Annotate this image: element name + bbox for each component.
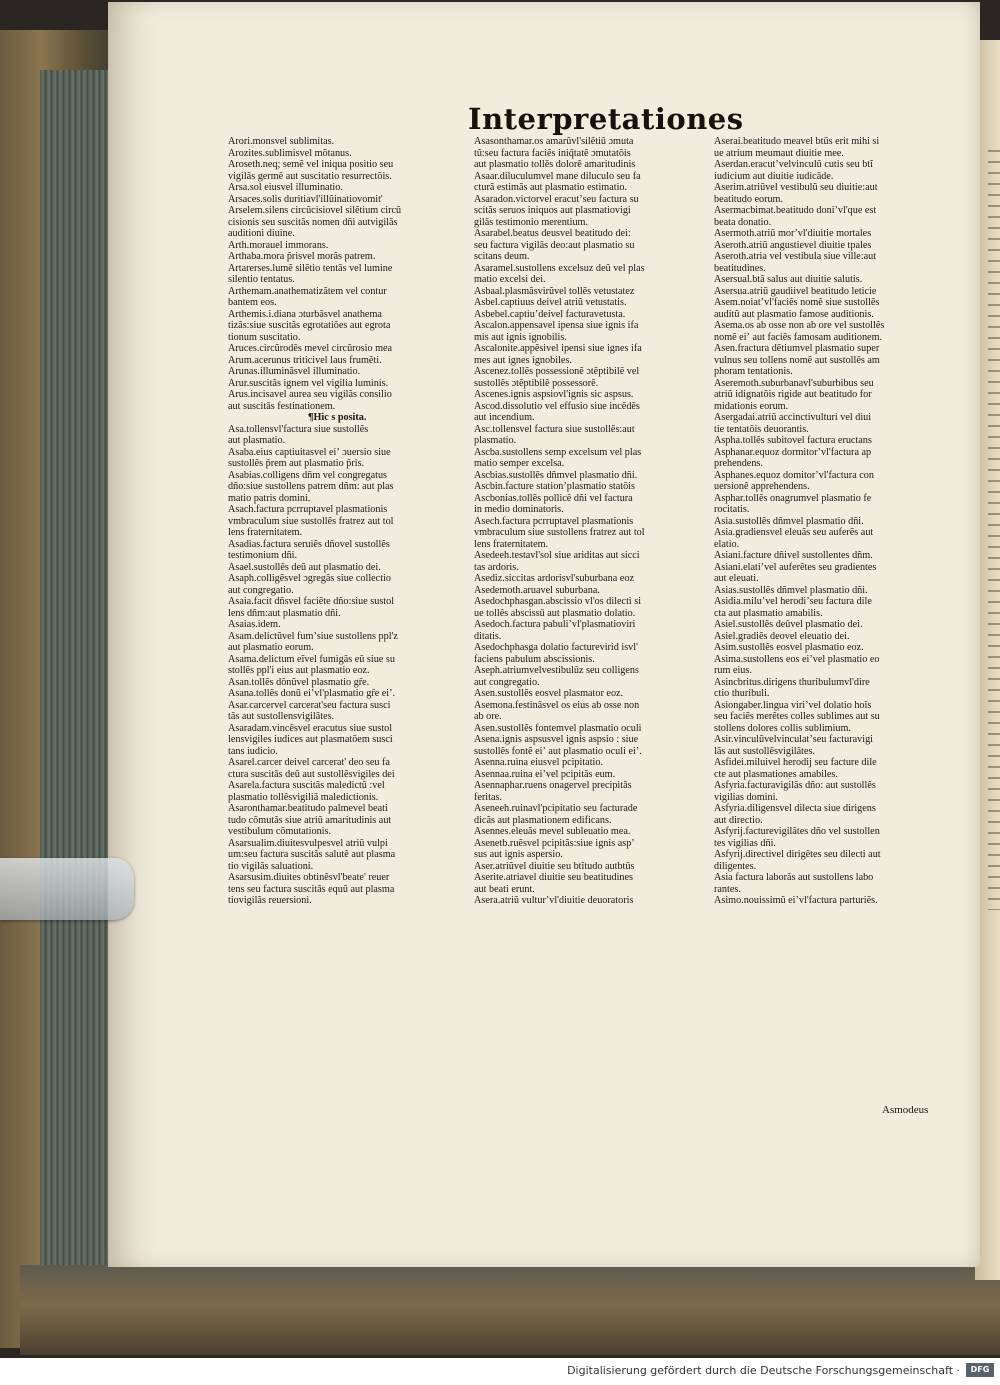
text-line: vestibulum cõmutationis.: [228, 826, 331, 837]
text-line: Asem.noiatʼvl'faciẽs nomẽ siue sustollẽs: [714, 297, 880, 308]
text-line: Ascba.sustollens semp excelsum vel plas: [474, 446, 642, 458]
text-line: Asaronthamar.beatitudo palmevel beati: [228, 803, 388, 814]
text-line: auditũ aut plasmatio famose auditionis.: [714, 308, 874, 320]
text-line: aut plasmatio.: [228, 435, 286, 446]
text-line: Asias.sustollẽs dñmvel plasmatio dñi.: [714, 584, 868, 596]
text-line: Asar.carcervel carcerat'seu factura susci: [228, 699, 391, 711]
text-line: Ascenez.tollẽs possessionẽ ɔtẽptibilẽ vel: [474, 366, 640, 377]
text-line: Asaias.idem.: [228, 619, 281, 630]
text-line: Asen.sustollẽs eosvel plasmator eoz.: [474, 688, 624, 699]
text-line: tes vigilias dñi.: [714, 837, 776, 849]
text-line: Asedochphasgan.abscissio vl'os dilecti si: [474, 596, 642, 607]
text-line: Asbebel.captiuʼdeivel facturavetusta.: [474, 308, 626, 320]
text-line: Aruces.circũrodẽs mevel circũrosio mea: [228, 343, 393, 354]
text-line: tionum suscitatio.: [228, 331, 301, 343]
text-line: nomẽ eiʼ aut faciẽs famosam auditionem.: [714, 331, 883, 343]
text-line: Artarerses.lumẽ silẽtio tentãs vel lumine: [228, 262, 393, 274]
text-line: Asam.delictũvel fumʼsiue sustollens ppl'z: [228, 630, 398, 642]
text-line: Ascalon.appensavel ipensa siue ignis ifa: [474, 320, 639, 331]
text-line: ctura suscitãs deũ aut sustollẽsvigiles dei: [228, 768, 395, 780]
footer: [0, 1358, 1000, 1385]
text-line: tas ardoris.: [474, 561, 519, 573]
text-line: Asaba.eius captiuitasvel eiʼ ɔuersio siue: [228, 446, 391, 458]
text-line: tudo cõmutãs siue atriũ amaritudinis aut: [228, 814, 392, 826]
text-line: Asbel.captiuus deivel atriũ vetustatis.: [474, 297, 627, 308]
text-line: Arsaces.solis duritiavl'illũinatiovomit': [228, 193, 383, 205]
text-line: lens fraternitatem.: [228, 527, 303, 538]
text-line: Asama.delictum eĩvel fumigãs eũ siue su: [228, 653, 395, 665]
text-line: Arthemis.i.diana ɔturbãsvel anathema: [228, 308, 382, 320]
text-line: Ascalonite.appẽsivel ipensi siue ignes ifa: [474, 343, 642, 354]
text-line: mes aut ignes ignobiles.: [474, 354, 572, 366]
text-line: prehendens.: [714, 458, 763, 469]
text-line: Asfyrij.facturevigilãtes dño vel sustollen: [714, 826, 880, 837]
text-line: Asaradon.victorvel eracutʼseu factura su: [474, 193, 639, 205]
text-line: Aser.atriũvel diuitie seu btĩtudo autbtũs: [474, 860, 635, 872]
text-line: Asadias.factura seruiẽs dñovel sustollẽs: [228, 538, 390, 550]
text-line: feritas.: [474, 791, 503, 803]
text-line: Asidia.miluʼvel herodiʼseu factura dile: [714, 596, 872, 607]
text-line: Aspha.tollẽs subitovel factura eructans: [714, 435, 872, 446]
text-line: tie tentatõis deuorantis.: [714, 423, 809, 435]
text-line: Arth.morauel immorans.: [228, 239, 329, 251]
text-line: phoram tentationis.: [714, 366, 793, 377]
text-line: Asersua.atriũ gaudiivel beatitudo leticie: [714, 285, 877, 297]
text-line: beatitudines.: [714, 262, 766, 274]
catchword: Asmodeus: [882, 1104, 929, 1116]
text-line: Asech.factura pcrruptavel plasmationis: [474, 515, 634, 527]
text-line: aut congregatio.: [474, 676, 540, 688]
text-line: rum eius.: [714, 665, 752, 676]
text-line: tũ:seu factura faciẽs iniq̃tatẽ ɔmutatõis: [474, 147, 631, 159]
text-line: Asarela.factura suscitãs maledictũ :vel: [228, 780, 385, 791]
text-line: Asasonthamar.os amarũvl'silẽtiũ ɔmuta: [474, 136, 634, 147]
text-line: Asach.factura pcrruptavel plasmationis: [228, 504, 388, 515]
text-line: Asermoth.atriũ morʼvl'diuitie mortales: [714, 228, 872, 239]
text-line: Asincbritus.dirigens thuribulumvl'dire: [714, 676, 870, 688]
text-line: Asiani.facture dñivel sustollentes dñm.: [714, 550, 873, 561]
text-line: diligentes.: [714, 860, 757, 872]
text-line: silentio tentatus.: [228, 274, 295, 285]
text-line: ¶Hic s posita.: [308, 412, 367, 423]
text-line: mis aut ignis ignobilis.: [474, 331, 567, 343]
text-line: Asema.os ab osse non ab ore vel sustollẽs: [714, 320, 885, 331]
text-line: scitãs seruos iniquos aut plasmatiovigi: [474, 205, 631, 216]
text-line: tans iudicio.: [228, 745, 278, 757]
text-line: Asermacbimat.beatitudo doniʼvl'que est: [714, 205, 877, 216]
text-line: tizãs:siue suscitãs egrotatiões aut egrota: [228, 320, 391, 331]
text-line: Asc.tollensvel factura siue sustollẽs:aut: [474, 423, 635, 435]
text-line: Asergadai.atriũ accinctivulturi vel diui: [714, 412, 872, 423]
text-line: Aserai.beatitudo meavel btũs erit mihi si: [714, 136, 880, 147]
text-line: Asen.fractura dẽtiumvel plasmatio super: [714, 343, 880, 354]
text-line: in medio dominatoris.: [474, 504, 564, 515]
text-line: sustollẽs ɔtẽptibilẽ possessorẽ.: [474, 377, 599, 389]
text-line: Asenna.ruina eiusvel pcipitatio.: [474, 757, 604, 768]
text-line: Asaramel.sustollens excelsuz deũ vel plas: [474, 262, 645, 274]
text-line: Asen.sustollẽs fontemvel plasmatio oculi: [474, 722, 642, 734]
text-line: stollẽs ppl'i eius aut plasmatio eoz.: [228, 665, 370, 676]
text-line: Asphanes.equoz domitorʼvl'factura con: [714, 469, 874, 481]
text-line: Asaph.colligẽsvel ɔgregãs siue collectio: [228, 573, 391, 584]
text-line: bantem eos.: [228, 297, 277, 308]
text-line: Asiel.gradiẽs deovel eleuatio dei.: [714, 630, 850, 642]
book-cover-bottom: [20, 1265, 1000, 1355]
text-line: Arus.incisavel aurea seu vigilãs consilio: [228, 389, 392, 400]
text-line: lãs aut sustollẽsvigilãtes.: [714, 745, 816, 757]
text-line: tãs aut sustollensvigilãtes.: [228, 711, 335, 722]
text-column-1: [228, 136, 468, 907]
text-line: Asphar.tollẽs onagrumvel plasmatio fe: [714, 492, 872, 504]
text-line: dicãs aut plasmationem edificans.: [474, 814, 612, 826]
text-line: Arsa.sol eiusvel illuminatio.: [228, 182, 343, 193]
text-line: ue tollẽs abscissũ aut plasmatio dolatio.: [474, 607, 636, 619]
text-line: Arthemam.anathematizãtem vel contur: [228, 285, 387, 297]
footer-credit: Digitalisierung gefördert durch die Deutsche Forschungsgemeinschaft ·: [567, 1364, 960, 1377]
text-line: Asabias.colligens dñm vel congregatus: [228, 469, 388, 481]
text-line: gilãs testimonio merentium.: [474, 216, 589, 228]
text-line: sustollẽs fontẽ eiʼ aut plasmatio oculi eiʼ.: [474, 745, 642, 757]
text-line: Aroseth.neq; semẽ vel iniqua positio seu: [228, 159, 394, 170]
text-line: cte aut plasmationes amabiles.: [714, 768, 838, 780]
text-line: Asfidei.miluivel herodij seu facture dile: [714, 757, 877, 768]
text-line: Asiani.elatiʼvel auferẽtes seu gradientes: [714, 561, 877, 573]
text-line: seu faciẽs merẽtes colles sublimes aut su: [714, 711, 880, 722]
text-line: lens fraternitatem.: [474, 538, 549, 550]
text-line: Arori.monsvel sublimitas.: [228, 136, 335, 147]
text-line: faciens pabulum abscissionis.: [474, 653, 595, 665]
text-line: lensvigiles iudices aut plasmatõem susci: [228, 734, 393, 745]
text-line: vigilãs germẽ aut suscitatio resurrectõis.: [228, 170, 392, 182]
text-line: Asedochphasga dolatio facturevirid isvl': [474, 642, 638, 653]
text-line: cisionis seu suscitãs nomen dñi autvigilãs: [228, 216, 398, 228]
text-line: Ascod.dissolutio vel effusio siue incẽdẽs: [474, 400, 640, 412]
text-line: Asia.gradiensvel eleuãs seu auferẽs aut: [714, 527, 874, 538]
text-line: aut directio.: [714, 814, 763, 826]
text-line: uersionẽ apprehendens.: [714, 481, 810, 492]
text-line: Asenetb.ruẽsvel pcipitãs:siue ignis aspʼ: [474, 837, 635, 849]
text-line: ue atrium meumaut diuitie mee.: [714, 147, 844, 159]
text-line: Asia factura laborãs aut sustollens labo: [714, 872, 874, 883]
text-line: seu factura vigilãs deo:aut plasmatio su: [474, 239, 635, 251]
text-line: scitans deum.: [474, 251, 530, 262]
text-line: Asaradam.vincẽsvel eracutus siue sustol: [228, 722, 393, 734]
text-line: aut plasmatio eorum.: [228, 642, 314, 653]
text-line: Aseroth.atria vel vestibula siue ville:aut: [714, 251, 877, 262]
bookmark-strip: [0, 858, 134, 920]
text-line: stollens dolores collis sublimium.: [714, 722, 851, 734]
text-line: Aseremoth.suburbanavl'suburbibus seu: [714, 377, 874, 389]
text-line: Asedemoth.aruavel suburbana.: [474, 584, 600, 596]
text-line: Asfyria.facturavigilãs dño: aut sustollẽs: [714, 780, 876, 791]
text-line: Asimo.nouissimũ eiʼvl'factura parturiẽs.: [714, 895, 878, 906]
text-line: aut plasmatio tollẽs dolorẽ amaritudinis: [474, 159, 636, 170]
text-line: Asemona.festinãsvel os eius ab osse non: [474, 699, 640, 711]
text-line: Asarsusim.diuites obtinẽsvl'beate' reuer: [228, 872, 390, 883]
text-line: tiovigilãs reuersioni.: [228, 895, 312, 906]
text-line: Asarsualim.diuitesvulpesvel atriũ vulpi: [228, 837, 388, 849]
text-line: sustollẽs p̃rem aut plasmatio p̃ris.: [228, 458, 365, 469]
text-line: Asia.sustollẽs dñmvel plasmatio dñi.: [714, 515, 864, 527]
text-line: Asedoch.factura pabuliʼvl'plasmatioviri: [474, 619, 636, 630]
text-line: Ascbias.sustollẽs dñmvel plasmatio dñi.: [474, 469, 638, 481]
text-line: tio vigilãs saluationi.: [228, 860, 314, 872]
text-line: aut congregatio.: [228, 584, 294, 596]
text-line: Arum.acerunus triticivel laus frumẽti.: [228, 354, 382, 366]
text-line: Asir.vinculũvelvinculatʼseu facturavigi: [714, 734, 873, 745]
text-line: Aseph.atriumvelvestibulũz seu colligens: [474, 665, 639, 676]
text-line: Ascbonias.tollẽs pollicẽ dñi vel factura: [474, 492, 633, 504]
text-line: sus aut ignis aspersio.: [474, 849, 563, 860]
text-line: tens seu factura suscitãs equũ aut plasma: [228, 883, 395, 895]
text-line: atriũ idignatõis rigide aut beatitudo for: [714, 389, 872, 400]
dfg-logo: DFG: [966, 1363, 994, 1377]
text-line: Ascbin.facture stationʼplasmatio statõis: [474, 481, 635, 492]
text-line: Asennes.eleuãs mevel subleuatio mea.: [474, 826, 631, 837]
text-line: testimonium dñi.: [228, 550, 298, 561]
text-line: aut incendium.: [474, 412, 535, 423]
text-line: Asera.atriũ vulturʼvl'diuitie deuoratoris: [474, 895, 634, 906]
text-line: Asennaa.ruina eiʼvel pcipitãs eum.: [474, 768, 616, 780]
text-line: Arozites.sublimisvel mõtanus.: [228, 147, 352, 159]
text-line: Asersual.btã salus aut diuitie salutis.: [714, 274, 863, 285]
text-line: Asbaal.plasmãsvirũvel tollẽs vetustatez: [474, 285, 635, 297]
text-line: rocitatis.: [714, 504, 750, 515]
text-line: dño:siue sustollens patrem dñm: aut plas: [228, 481, 394, 492]
facing-page-text: [988, 150, 1000, 910]
text-line: ab ore.: [474, 711, 502, 722]
text-line: vulnus seu tollens nomẽ aut sustollẽs am: [714, 354, 880, 366]
text-line: Asima.sustollens eos eiʼvel plasmatio eo: [714, 653, 880, 665]
text-line: plasmatio tollẽsvigiliã maledictionis.: [228, 791, 379, 803]
text-line: Aserite.atriavel diuitie seu beatitudines: [474, 872, 633, 883]
text-line: ditatis.: [474, 630, 502, 642]
text-line: Asana.tollẽs donũ eiʼvl'plasmatio gr̃e eiʼ.: [228, 688, 396, 699]
text-line: Aserim.atriũvel vestibulũ seu diuitie:aut: [714, 182, 878, 193]
text-line: auditioni diuine.: [228, 228, 295, 239]
text-line: Asedeeh.testavl'sol siue ariditas aut sicci: [474, 550, 640, 561]
text-line: Asfyria.diligensvel dilecta siue dirigens: [714, 803, 876, 814]
text-line: aut suscitãs festinationem.: [228, 400, 336, 412]
text-line: Asarel.carcer deivel carcerat' deo seu fa: [228, 757, 390, 768]
text-line: aut eleuati.: [714, 573, 759, 584]
text-line: midationis eorum.: [714, 400, 789, 412]
text-line: cturã estimãs aut plasmatio estimatio.: [474, 182, 628, 193]
text-line: Asiel.sustollẽs deũvel plasmatio dei.: [714, 619, 863, 630]
text-line: Asfyrij.directivel dirigẽtes seu dilecti aut: [714, 849, 881, 860]
text-line: Ascenes.ignis aspsiovl'ignis sic aspsus.: [474, 389, 634, 400]
text-line: Asarabel.beatus deusvel beatitudo dei:: [474, 228, 631, 239]
text-line: Asennaphar.ruens onagervel precipitãs: [474, 780, 632, 791]
text-line: beatitudo eorum.: [714, 193, 784, 205]
text-column-3: [714, 136, 954, 907]
text-line: matio excelsi dei.: [474, 274, 546, 285]
text-line: Asiongaber.lingua viriʼvel dolatio hoĩs: [714, 699, 872, 711]
text-line: vmbraculum siue sustollens fratrez aut tol: [474, 527, 645, 538]
text-line: Arthaba.mora p̃risvel morãs patrem.: [228, 251, 376, 262]
page-title: Interpretationes: [468, 102, 744, 136]
text-line: Asaar.diluculumvel mane diluculo seu fa: [474, 170, 641, 182]
text-line: Asphanar.equoz dormitorʼvl'factura ap: [714, 446, 872, 458]
text-line: um:seu factura suscitãs salutẽ aut plasma: [228, 849, 396, 860]
text-line: aut beati erunt.: [474, 883, 535, 895]
text-line: Aserdan.eracutʼvelvinculũ cutis seu btĩ: [714, 159, 873, 170]
text-line: beata donatio.: [714, 216, 772, 228]
text-line: Asael.sustollẽs deũ aut plasmatio dei.: [228, 561, 381, 573]
text-line: plasmatio.: [474, 435, 517, 446]
text-line: ctio thuribuli.: [714, 688, 770, 699]
text-column-2: [474, 136, 714, 907]
text-line: Asaia.facit dñsvel faciẽte dño:siue sustol: [228, 596, 395, 607]
text-line: cta aut plasmatio amabilis.: [714, 607, 823, 619]
text-line: iudicium aut diuitie iudicãde.: [714, 170, 834, 182]
text-line: matio semper excelsa.: [474, 458, 565, 469]
text-line: Arselem.silens circũcisiovel silẽtium circũ: [228, 205, 402, 216]
text-line: elatio.: [714, 538, 740, 550]
text-line: matio patris domini.: [228, 492, 311, 504]
text-line: vmbraculum siue sustollẽs fratrez aut tol: [228, 515, 394, 527]
text-line: Asena.ignis aspsusvel ignis aspsio : siue: [474, 734, 639, 745]
text-line: Arur.suscitãs ignem vel vigilia luminis.: [228, 377, 389, 389]
text-line: Asim.sustollẽs eosvel plasmatio eoz.: [714, 642, 864, 653]
text-line: lens dñm:aut plasmatio dñi.: [228, 607, 341, 619]
text-line: Asan.tollẽs dõnũvel plasmatio gr̃e.: [228, 676, 370, 688]
text-line: Asediz.siccitas ardorisvl'suburbana eoz: [474, 573, 634, 584]
text-line: Aseroth.atriũ angustievel diuitie tpales: [714, 239, 872, 251]
text-line: rantes.: [714, 883, 741, 895]
text-line: Aseneeh.ruinavl'pcipitatio seu facturade: [474, 803, 638, 814]
text-line: Asa.tollensvl'factura siue sustollẽs: [228, 423, 369, 435]
text-line: Arunas.illuminãsvel illuminatio.: [228, 366, 361, 377]
text-line: vigilias domini.: [714, 791, 778, 803]
